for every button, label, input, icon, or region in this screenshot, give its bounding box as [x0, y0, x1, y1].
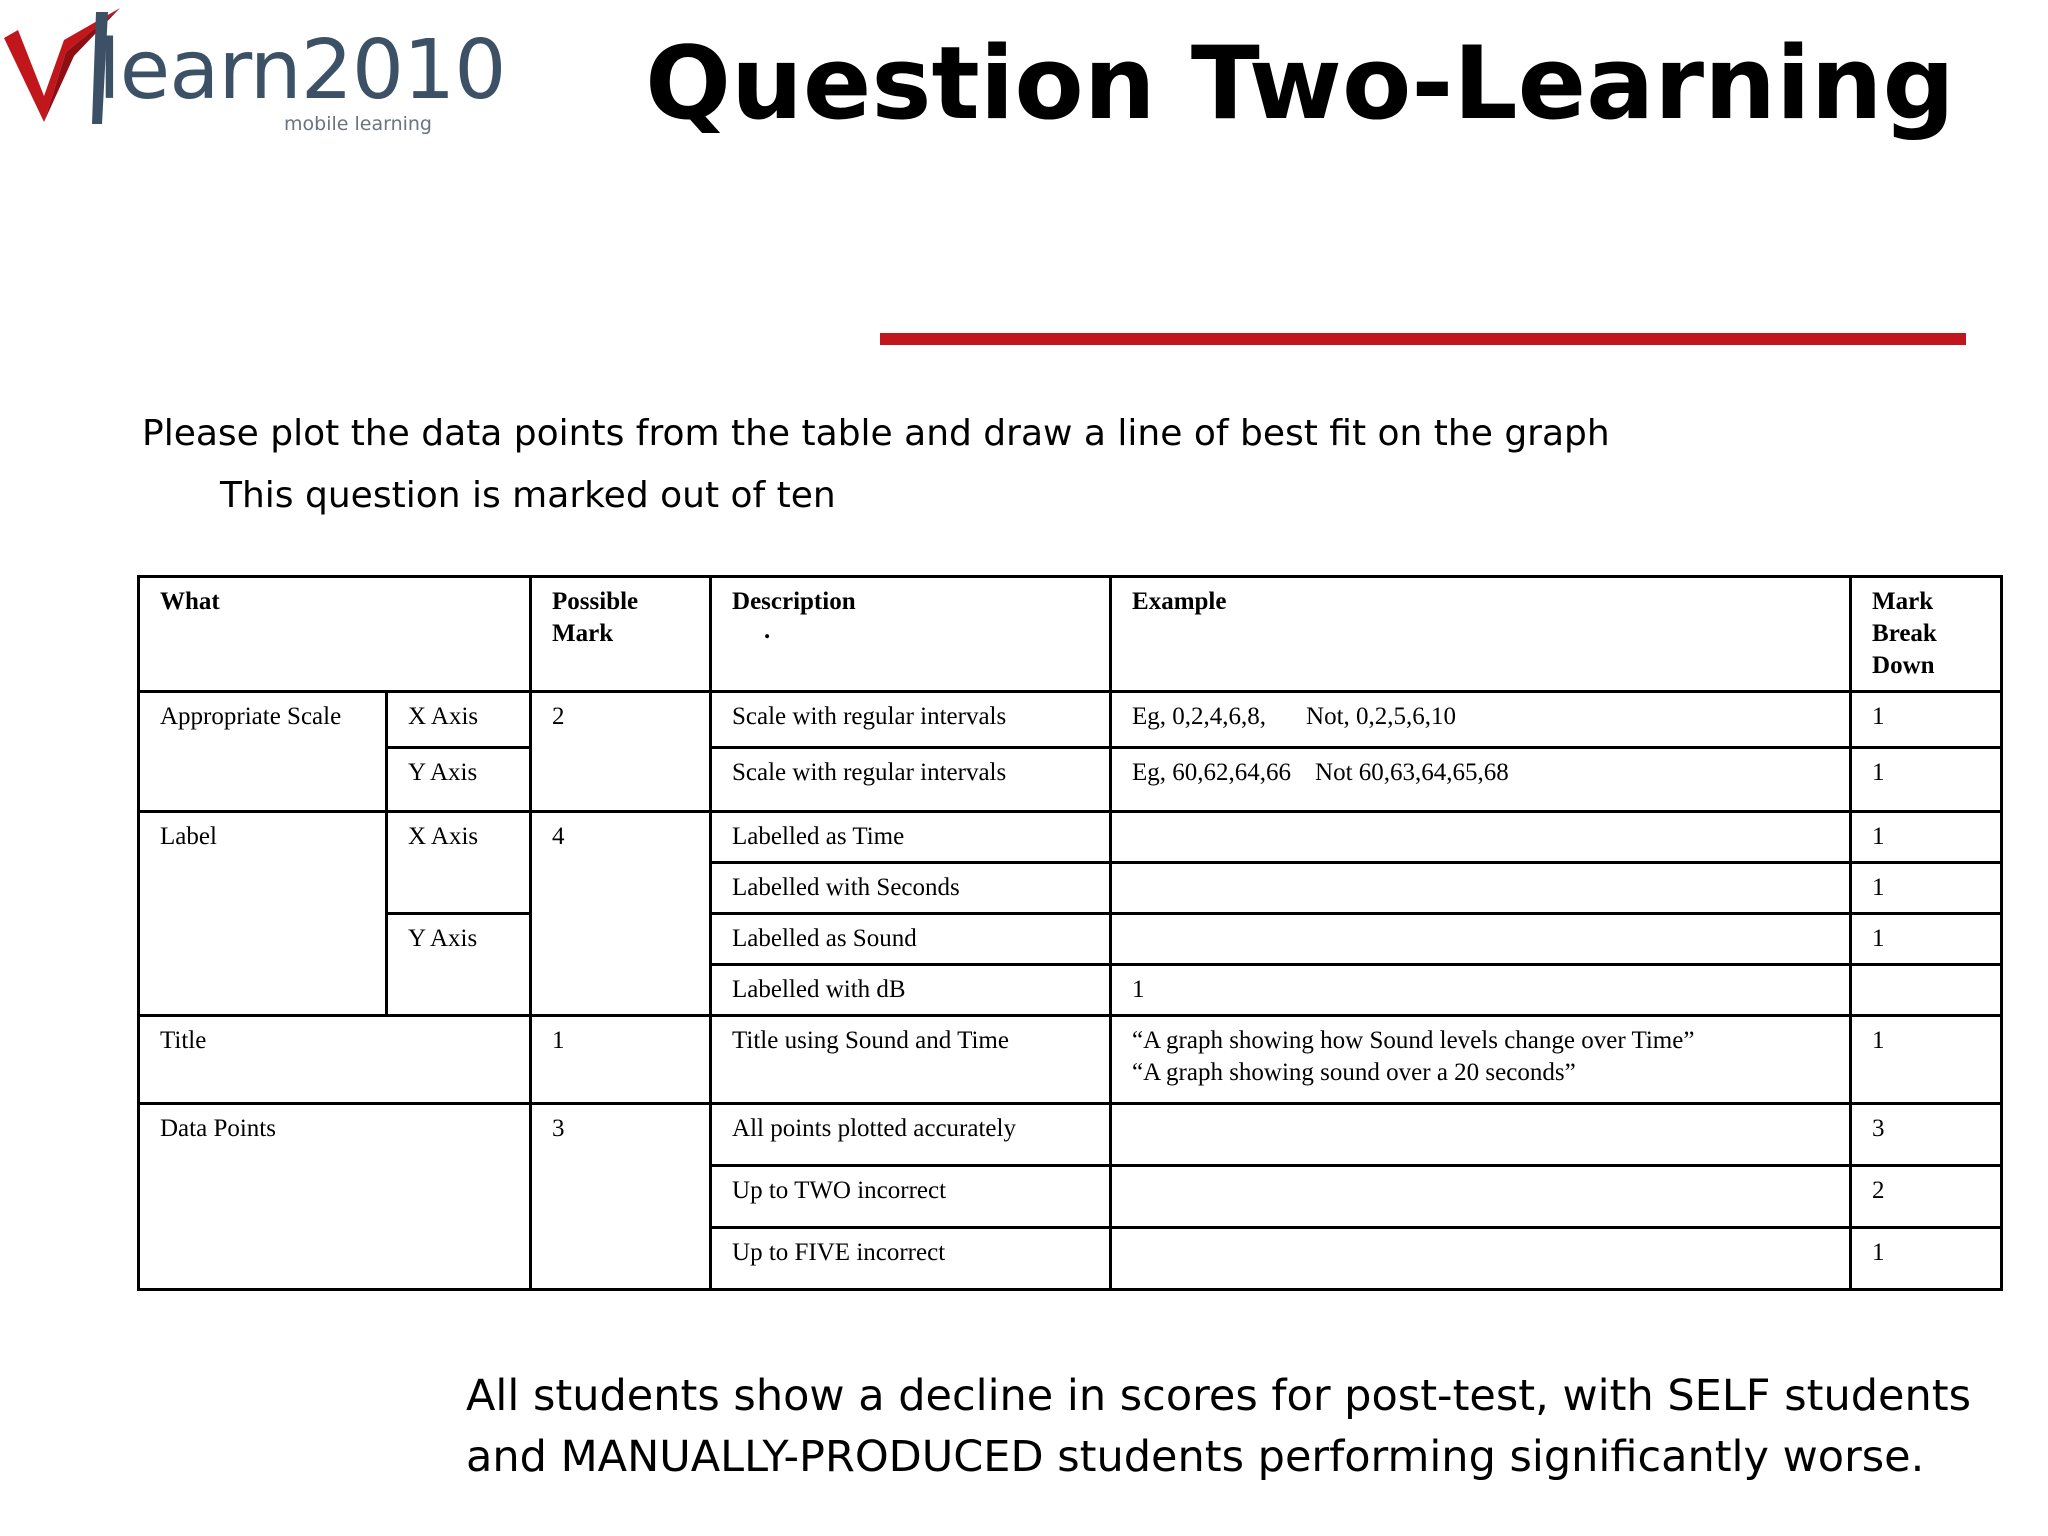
table-row	[139, 914, 2002, 965]
slide-title: Question Two-Learning	[645, 24, 1955, 142]
conclusion-text: All students show a decline in scores for post-test, with SELF students and MANUALLY-PRODUCED students performing significantly worse.	[466, 1371, 1971, 1483]
logo-tagline: mobile learning	[284, 113, 432, 135]
mark-cell: 1	[1851, 1016, 2002, 1104]
what-cell: Appropriate Scale	[139, 692, 387, 812]
example-eg: Eg, 60,62,64,66	[1132, 759, 1292, 786]
header-mark-breakdown: Mark Break Down	[1851, 577, 2002, 692]
example-cell: 1	[1111, 965, 1851, 1016]
example-cell	[1111, 1228, 1851, 1290]
axis-cell: Y Axis	[387, 748, 531, 812]
logo-brand-text: learn2010	[98, 23, 506, 118]
marking-rubric-table	[137, 575, 2003, 1291]
what-cell: Label	[139, 812, 387, 1016]
example-cell	[1111, 1104, 1851, 1166]
mark-cell: 1	[1851, 748, 2002, 812]
example-cell	[1111, 914, 1851, 965]
description-cell: Up to TWO incorrect	[711, 1166, 1111, 1228]
mark-cell: 1	[1851, 692, 2002, 748]
axis-cell: X Axis	[387, 812, 531, 914]
header-description	[711, 577, 1111, 692]
mark-cell: 1	[1851, 812, 2002, 863]
header-example: Example	[1111, 577, 1851, 692]
axis-cell: X Axis	[387, 692, 531, 748]
header-description-dot: .	[764, 617, 771, 644]
possible-mark-cell: 2	[531, 692, 711, 812]
description-cell: Labelled with dB	[711, 965, 1111, 1016]
header-possible-mark: Possible Mark	[531, 577, 711, 692]
description-cell: Scale with regular intervals	[711, 692, 1111, 748]
subinstruction-text: This question is marked out of ten	[220, 475, 836, 516]
example-cell	[1111, 863, 1851, 914]
learn2010-logo	[0, 0, 506, 140]
example-cell	[1111, 692, 1851, 748]
description-cell: Labelled as Time	[711, 812, 1111, 863]
axis-cell: Y Axis	[387, 914, 531, 1016]
example-cell	[1111, 1016, 1851, 1104]
description-cell: Title using Sound and Time	[711, 1016, 1111, 1104]
description-cell: Scale with regular intervals	[711, 748, 1111, 812]
what-cell: Title	[139, 1016, 531, 1104]
example-cell	[1111, 812, 1851, 863]
what-cell: Data Points	[139, 1104, 531, 1290]
description-cell: Labelled with Seconds	[711, 863, 1111, 914]
title-underline-accent	[880, 333, 1966, 345]
header-description-label: Description	[732, 588, 856, 615]
example-line-1: “A graph showing how Sound levels change over Time”	[1132, 1027, 1695, 1054]
table-row	[139, 1104, 2002, 1166]
example-cell	[1111, 748, 1851, 812]
example-not: Not 60,63,64,65,68	[1315, 759, 1509, 786]
description-cell: All points plotted accurately	[711, 1104, 1111, 1166]
description-cell: Labelled as Sound	[711, 914, 1111, 965]
table-row	[139, 692, 2002, 748]
mark-cell: 1	[1851, 863, 2002, 914]
table-row	[139, 748, 2002, 812]
table-header-row	[139, 577, 2002, 692]
possible-mark-cell: 4	[531, 812, 711, 1016]
mark-cell: 2	[1851, 1166, 2002, 1228]
instruction-text: Please plot the data points from the table and draw a line of best fit on the graph	[142, 413, 1610, 454]
example-cell	[1111, 1166, 1851, 1228]
description-cell: Up to FIVE incorrect	[711, 1228, 1111, 1290]
possible-mark-cell: 1	[531, 1016, 711, 1104]
table-row	[139, 812, 2002, 863]
example-eg: Eg, 0,2,4,6,8,	[1132, 703, 1267, 730]
mark-cell: 1	[1851, 1228, 2002, 1290]
table-row	[139, 1016, 2002, 1104]
mark-cell: 3	[1851, 1104, 2002, 1166]
possible-mark-cell: 3	[531, 1104, 711, 1290]
mark-cell: 1	[1851, 914, 2002, 965]
example-line-2: “A graph showing sound over a 20 seconds”	[1132, 1059, 1576, 1086]
example-not: Not, 0,2,5,6,10	[1306, 703, 1457, 730]
header-what: What	[139, 577, 531, 692]
mark-cell	[1851, 965, 2002, 1016]
